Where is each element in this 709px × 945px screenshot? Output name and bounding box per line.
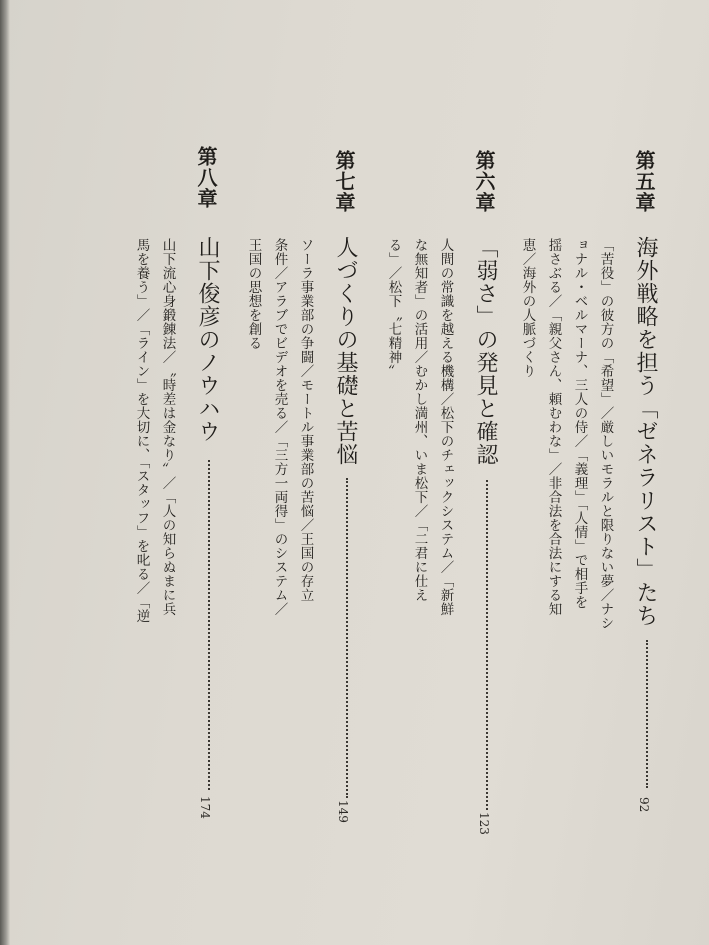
- chapter-8-line-2: 馬を養う」／「ライン」を大切に、「スタッフ」を叱る／「逆: [133, 238, 150, 624]
- chapter-6-line-1: 人間の常識を越える機構／松下のチェックシステム／「新鮮: [437, 238, 454, 616]
- chapter-8-line-1: 山下流心身鍛錬法／〝時差は金なり〟／「人の知らぬまに兵: [159, 238, 176, 616]
- chapter-7-line-1: ソーラ事業部の争闘／モートル事業部の苦悩／王国の存立: [297, 238, 314, 602]
- chapter-5-line-4: 恵／海外の人脈づくり: [519, 238, 536, 378]
- chapter-7-line-3: 王国の思想を創る: [245, 238, 262, 350]
- chapter-5-line-2: ョナル・ベルマーナ、三人の侍／「義理」「人情」で相手を: [571, 238, 588, 610]
- page-gutter-shadow: [0, 0, 10, 945]
- chapter-8-leader-dots: [208, 460, 210, 790]
- chapter-6-title: 「弱さ」の発見と確認: [473, 236, 498, 466]
- chapter-7-leader-dots: [346, 478, 348, 798]
- chapter-5-page-number: 92: [637, 797, 651, 813]
- chapter-5-line-3: 揺さぶる／「親父さん、頼むわな」／非合法を合法にする知: [545, 238, 562, 616]
- chapter-8-heading: 第八章: [194, 146, 218, 209]
- chapter-6-leader-dots: [486, 480, 488, 810]
- chapter-8-title: 山下俊彦のノウハウ: [195, 236, 220, 443]
- chapter-6-page-number: 123: [477, 812, 491, 835]
- chapter-5-title: 海外戦略を担う「ゼネラリスト」たち: [633, 236, 658, 627]
- chapter-6-line-2: な無知者」の活用／むかし満州、いま松下／「二君に仕え: [411, 238, 428, 602]
- chapter-5-leader-dots: [646, 640, 648, 788]
- chapter-6-line-3: る」／松下〝七精神〟: [385, 238, 402, 378]
- chapter-8-page-number: 174: [198, 796, 212, 819]
- chapter-6-heading: 第六章: [472, 150, 496, 213]
- chapter-7-page-number: 149: [336, 800, 350, 823]
- chapter-5-line-1: 「苦役」の彼方の「希望」／厳しいモラルと限りない夢／ナシ: [597, 238, 614, 630]
- chapter-7-line-2: 条件／アラブでビデオを売る／「三方一両得」のシステム／: [271, 238, 288, 616]
- chapter-7-title: 人づくりの基礎と苦悩: [333, 236, 358, 466]
- chapter-7-heading: 第七章: [332, 150, 356, 213]
- chapter-5-heading: 第五章: [632, 150, 656, 213]
